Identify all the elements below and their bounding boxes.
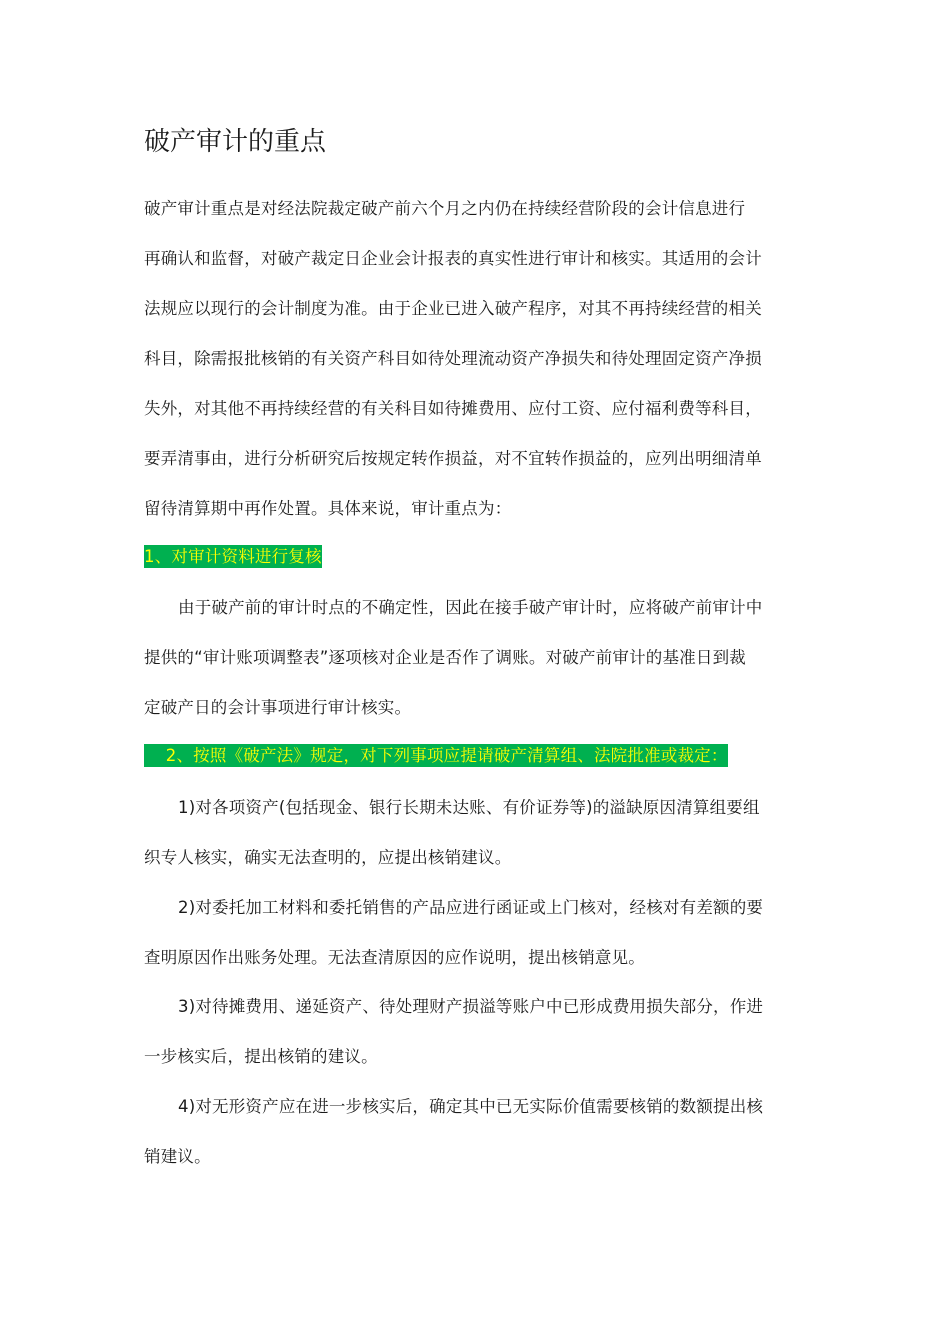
document-title: 破产审计的重点 <box>144 127 327 157</box>
item2-line-2: 查明原因作出账务处理。无法查清原因的应作说明，提出核销意见。 <box>144 948 645 967</box>
intro-line-5: 失外，对其他不再持续经营的有关科目如待摊费用、应付工资、应付福利费等科目， <box>144 399 762 418</box>
item3-line-2: 一步核实后，提出核销的建议。 <box>144 1047 378 1066</box>
item4-line-1: 4)对无形资产应在进一步核实后，确定其中已无实际价值需要核销的数额提出核 <box>178 1097 764 1116</box>
intro-line-7: 留待清算期中再作处置。具体来说，审计重点为： <box>144 499 512 518</box>
intro-line-6: 要弄清事由，进行分析研究后按规定转作损益，对不宜转作损益的，应列出明细清单 <box>144 449 762 468</box>
item1-line-1: 1)对各项资产(包括现金、银行长期未达账、有价证券等)的溢缺原因清算组要组 <box>178 798 760 817</box>
item2-line-1: 2)对委托加工材料和委托销售的产品应进行函证或上门核对，经核对有差额的要 <box>178 898 764 917</box>
intro-line-1: 破产审计重点是对经法院裁定破产前六个月之内仍在持续经营阶段的会计信息进行 <box>144 199 746 218</box>
section-heading-1 <box>144 545 322 569</box>
highlighted-heading-1: 1、对审计资料进行复核 <box>144 547 322 566</box>
intro-line-4: 科目，除需报批核销的有关资产科目如待处理流动资产净损失和待处理固定资产净损 <box>144 349 762 368</box>
section-heading-2 <box>144 744 728 768</box>
highlighted-heading-2 <box>144 744 728 767</box>
heading-2-text: 2、按照《破产法》规定，对下列事项应提请破产清算组、法院批准或裁定： <box>165 746 728 765</box>
item4-line-2: 销建议。 <box>144 1147 211 1166</box>
para1-line-3: 定破产日的会计事项进行审计核实。 <box>144 698 412 717</box>
item3-line-1: 3)对待摊费用、递延资产、待处理财产损溢等账户中已形成费用损失部分，作进 <box>178 997 764 1016</box>
intro-line-3: 法规应以现行的会计制度为准。由于企业已进入破产程序，对其不再持续经营的相关 <box>144 299 762 318</box>
para1-line-1: 由于破产前的审计时点的不确定性，因此在接手破产审计时，应将破产前审计中 <box>178 598 763 617</box>
intro-line-2: 再确认和监督，对破产裁定日企业会计报表的真实性进行审计和核实。其适用的会计 <box>144 249 762 268</box>
para1-line-2: 提供的“审计账项调整表”逐项核对企业是否作了调账。对破产前审计的基准日到裁 <box>144 648 746 667</box>
item1-line-2: 织专人核实，确实无法查明的，应提出核销建议。 <box>144 848 512 867</box>
